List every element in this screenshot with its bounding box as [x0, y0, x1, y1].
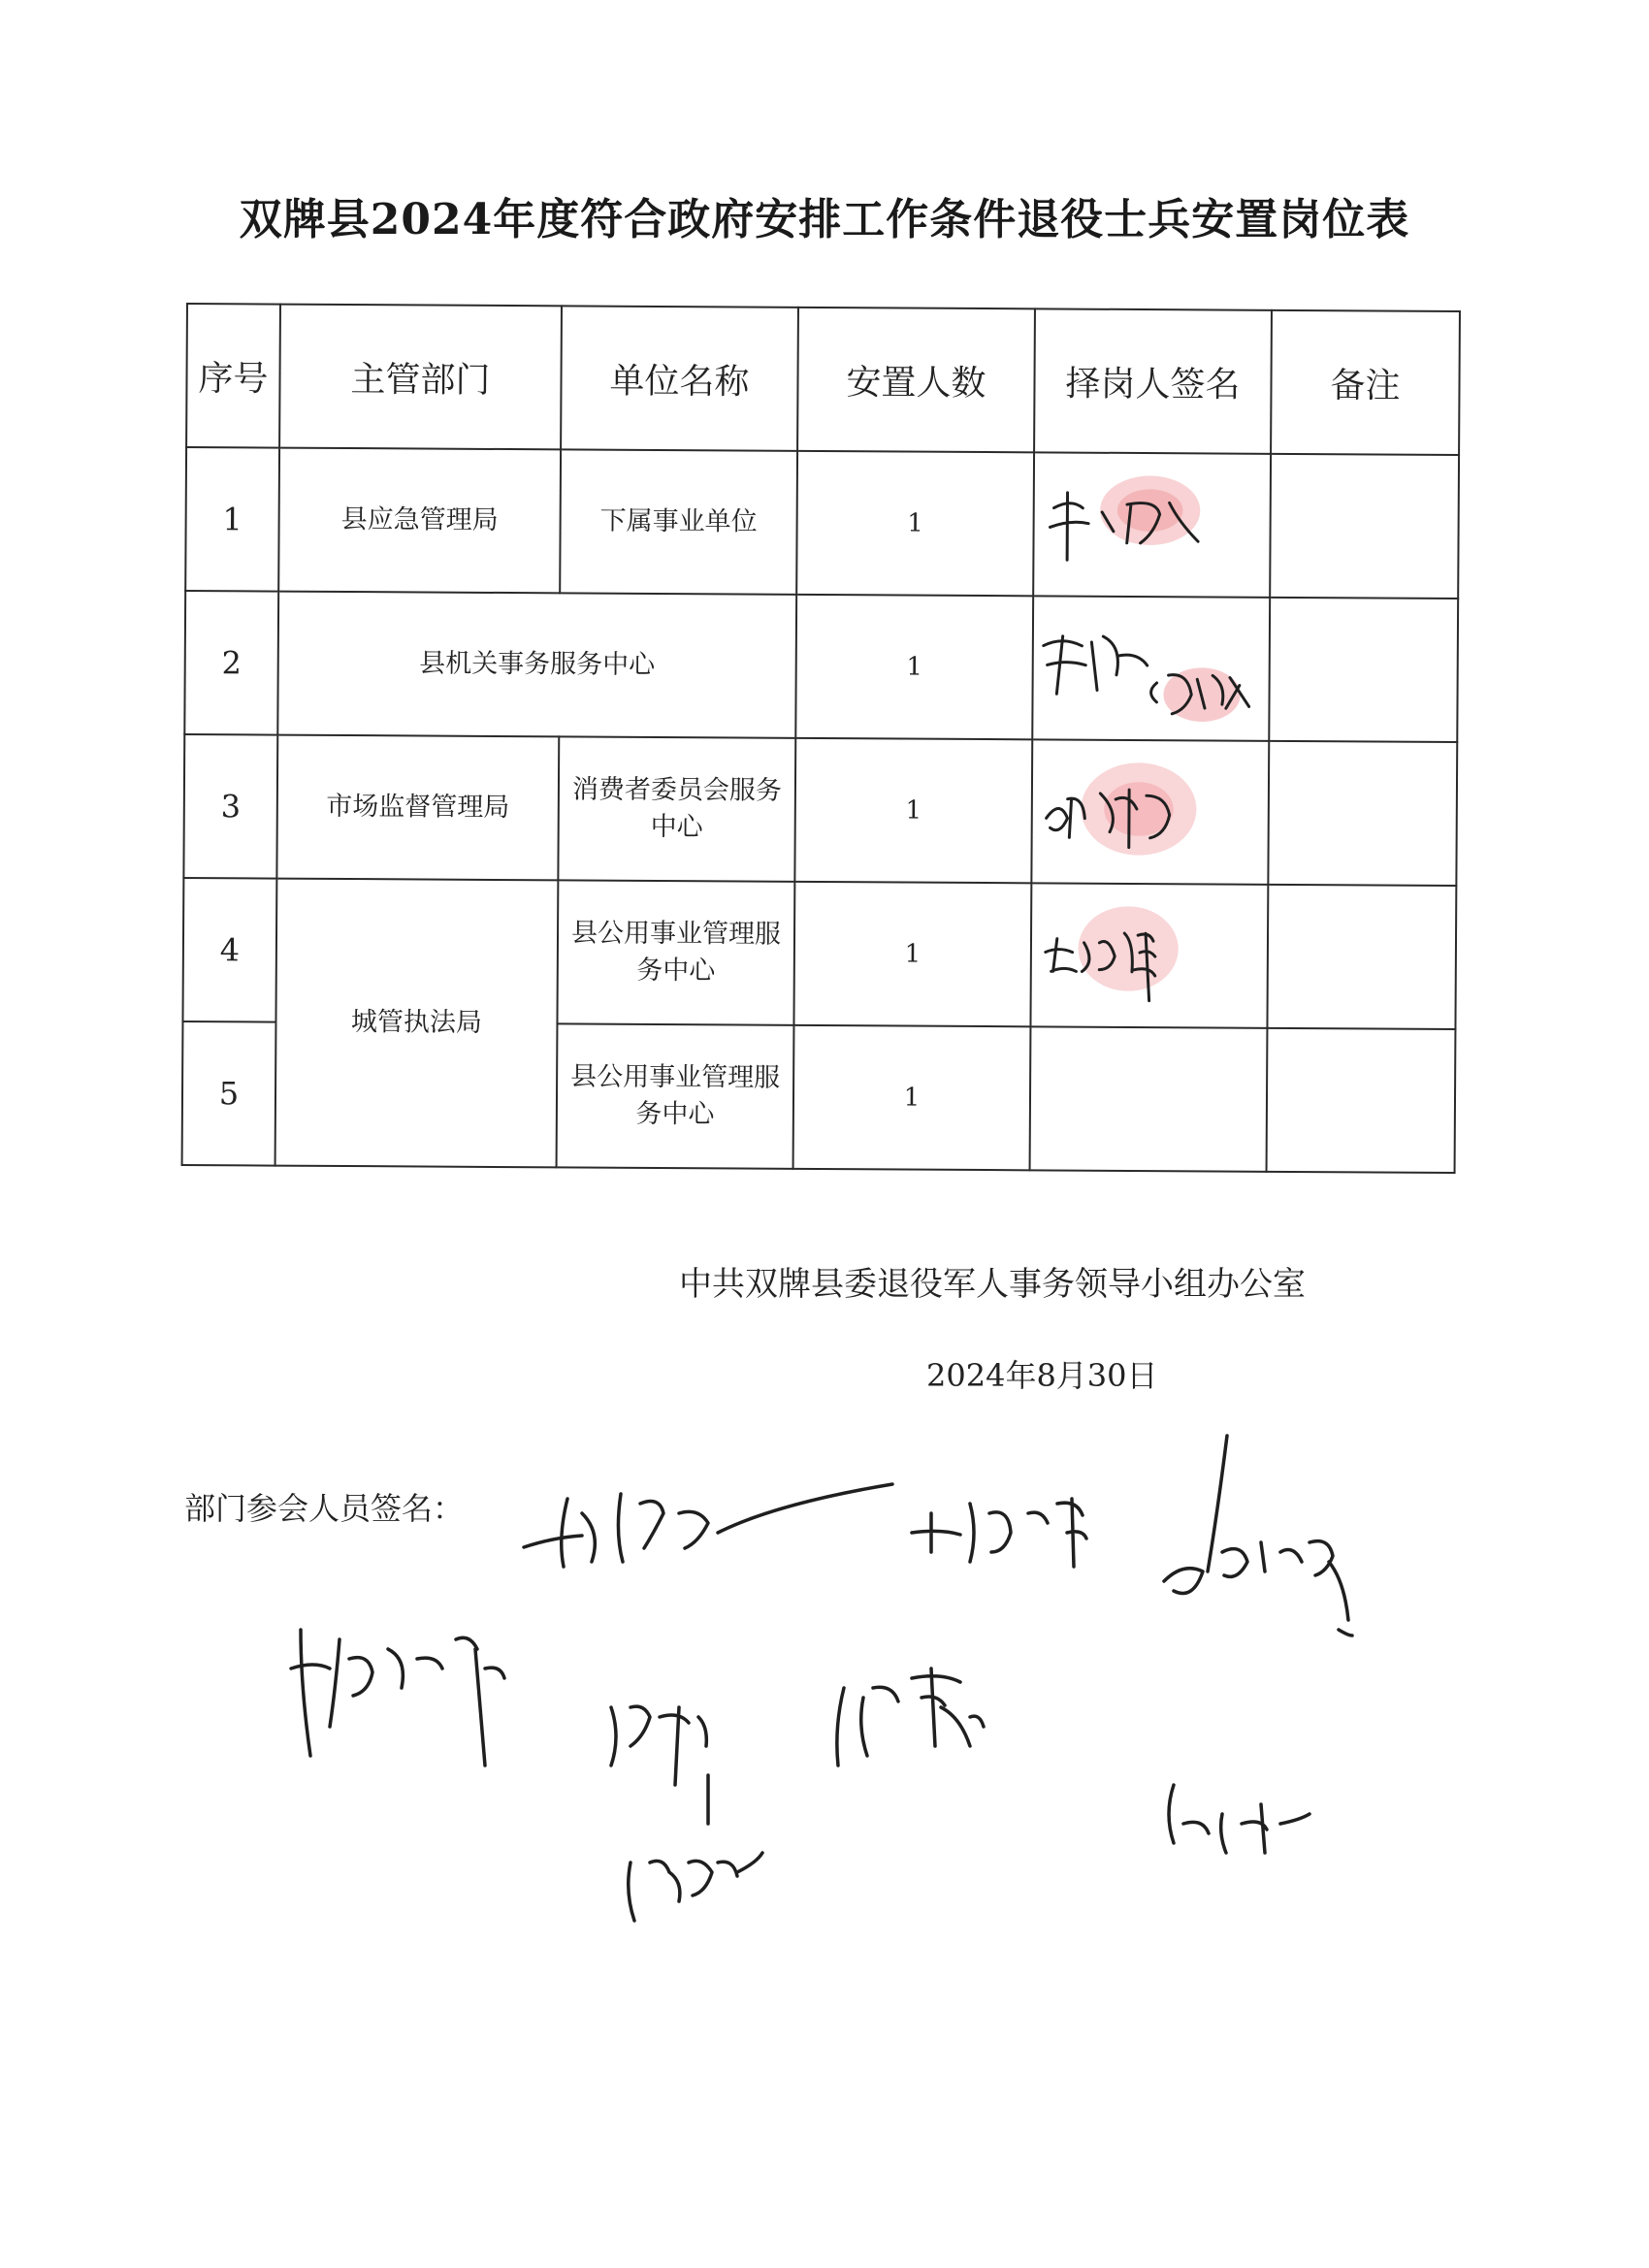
row-count: 1 — [795, 595, 1033, 739]
row-remark — [1267, 885, 1456, 1029]
table-row — [182, 878, 1456, 1029]
row-unit: 县公用事业管理服务中心 — [557, 1023, 794, 1168]
signature-with-fingerprint-icon — [1034, 453, 1270, 596]
document-title: 双牌县2024年度符合政府安排工作条件退役士兵安置岗位表 — [239, 195, 1410, 244]
header-remark: 备注 — [1271, 310, 1460, 455]
handwritten-signature-icon — [1169, 1785, 1310, 1853]
row-remark — [1268, 741, 1457, 886]
row-unit: 消费者委员会服务中心 — [558, 736, 795, 881]
handwritten-signature-icon — [291, 1630, 504, 1766]
row-dept-unit: 县机关事务服务中心 — [277, 592, 796, 738]
row-signature — [1030, 1026, 1268, 1171]
row-remark — [1267, 1028, 1456, 1173]
row-count: 1 — [793, 1025, 1031, 1170]
row-signature — [1031, 739, 1269, 884]
signature-with-fingerprint-icon — [1033, 597, 1269, 739]
row-signature — [1030, 883, 1268, 1027]
handwritten-signature-icon — [611, 1706, 708, 1824]
issuer-name: 中共双牌县委退役军人事务领导小组办公室 — [679, 1265, 1306, 1304]
header-count: 安置人数 — [797, 308, 1035, 452]
header-seq: 序号 — [186, 304, 280, 448]
signature-label: 部门参会人员签名： — [184, 1490, 465, 1527]
row-dept: 城管执法局 — [275, 879, 559, 1168]
row-remark — [1269, 598, 1458, 742]
row-count: 1 — [793, 882, 1031, 1026]
signature-with-fingerprint-icon — [1031, 884, 1267, 1026]
row-seq: 2 — [184, 591, 278, 735]
row-dept: 县应急管理局 — [278, 448, 561, 594]
row-unit: 县公用事业管理服务中心 — [557, 880, 794, 1024]
row-signature — [1033, 452, 1271, 597]
row-unit: 下属事业单位 — [560, 449, 797, 594]
row-dept: 市场监督管理局 — [276, 735, 559, 881]
table-row — [183, 734, 1457, 886]
row-signature — [1032, 596, 1270, 740]
table-row — [185, 447, 1459, 599]
row-remark — [1270, 454, 1459, 599]
handwritten-signature-icon — [629, 1853, 762, 1921]
row-seq: 4 — [182, 878, 276, 1022]
handwritten-signature-icon — [524, 1484, 892, 1567]
row-seq: 1 — [185, 447, 279, 592]
handwritten-signature-icon — [1164, 1436, 1352, 1636]
placement-table — [181, 303, 1461, 1174]
table-row — [184, 591, 1458, 742]
handwritten-signature-icon — [837, 1669, 984, 1766]
header-signature: 择岗人签名 — [1034, 308, 1272, 453]
row-count: 1 — [796, 451, 1034, 596]
row-seq: 5 — [182, 1021, 276, 1166]
table-header-row — [186, 304, 1460, 455]
header-dept: 主管部门 — [279, 305, 562, 450]
row-seq: 3 — [183, 734, 277, 879]
issue-date: 2024年8月30日 — [926, 1357, 1158, 1394]
header-unit: 单位名称 — [561, 306, 798, 450]
signature-with-fingerprint-icon — [1032, 740, 1268, 883]
row-count: 1 — [794, 738, 1032, 883]
handwritten-signature-icon — [912, 1499, 1086, 1567]
